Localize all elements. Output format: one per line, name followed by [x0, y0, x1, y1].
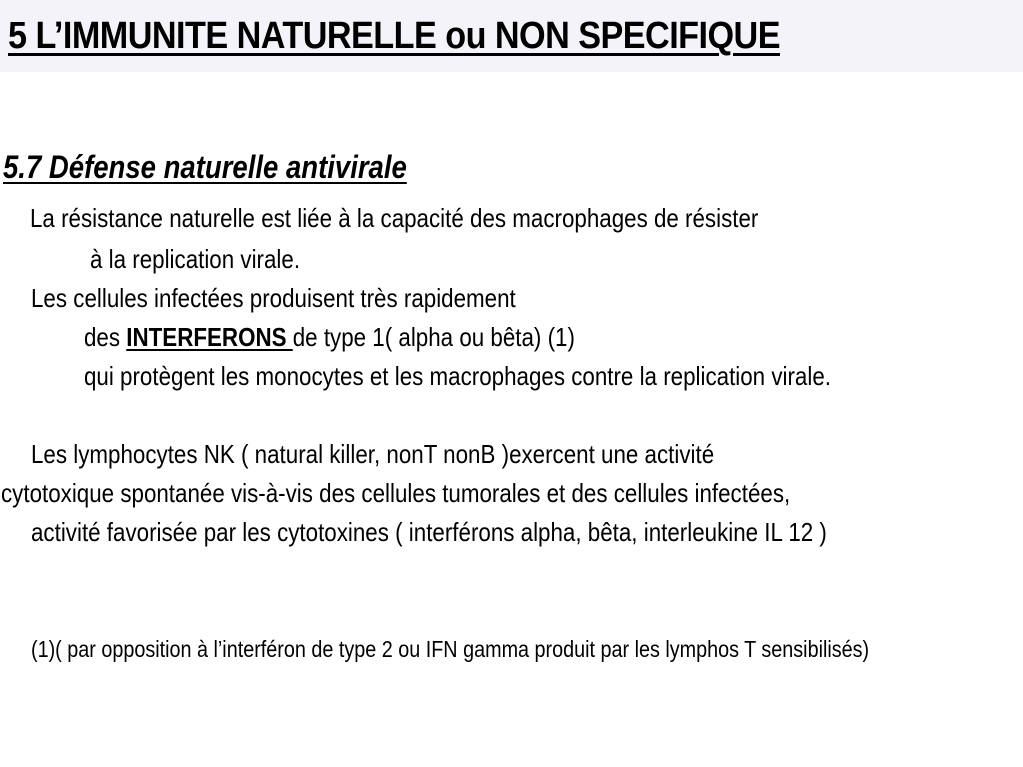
- body-line-7: cytotoxique spontanée vis-à-vis des cellules tumorales et des cellules infectées,: [1, 478, 791, 508]
- body-line-5: qui protègent les monocytes et les macrophages contre la replication virale.: [84, 361, 831, 391]
- body-line-2: à la replication virale.: [90, 244, 301, 274]
- section-heading: 5.7 Défense naturelle antivirale: [3, 149, 407, 185]
- body-line-8: activité favorisée par les cytotoxines ( interférons alpha, bêta, interleukine IL 12 ): [31, 517, 827, 547]
- body-line-1: La résistance naturelle est liée à la capacité des macrophages de résister: [30, 203, 759, 233]
- footnote: (1)( par opposition à l’interféron de type 2 ou IFN gamma produit par les lymphos T sensibilisés): [31, 636, 870, 662]
- body-line-6: Les lymphocytes NK ( natural killer, nonT nonB )exercent une activité: [31, 439, 715, 469]
- body-line-3: Les cellules infectées produisent très rapidement: [31, 283, 516, 313]
- interferons-keyword: INTERFERONS: [126, 322, 293, 352]
- body-line-4: [84, 320, 575, 354]
- body-line-4-prefix: des: [84, 322, 127, 352]
- slide-title: 5 L’IMMUNITE NATURELLE ou NON SPECIFIQUE: [8, 15, 780, 57]
- body-line-4-suffix: de type 1( alpha ou bêta) (1): [292, 322, 575, 352]
